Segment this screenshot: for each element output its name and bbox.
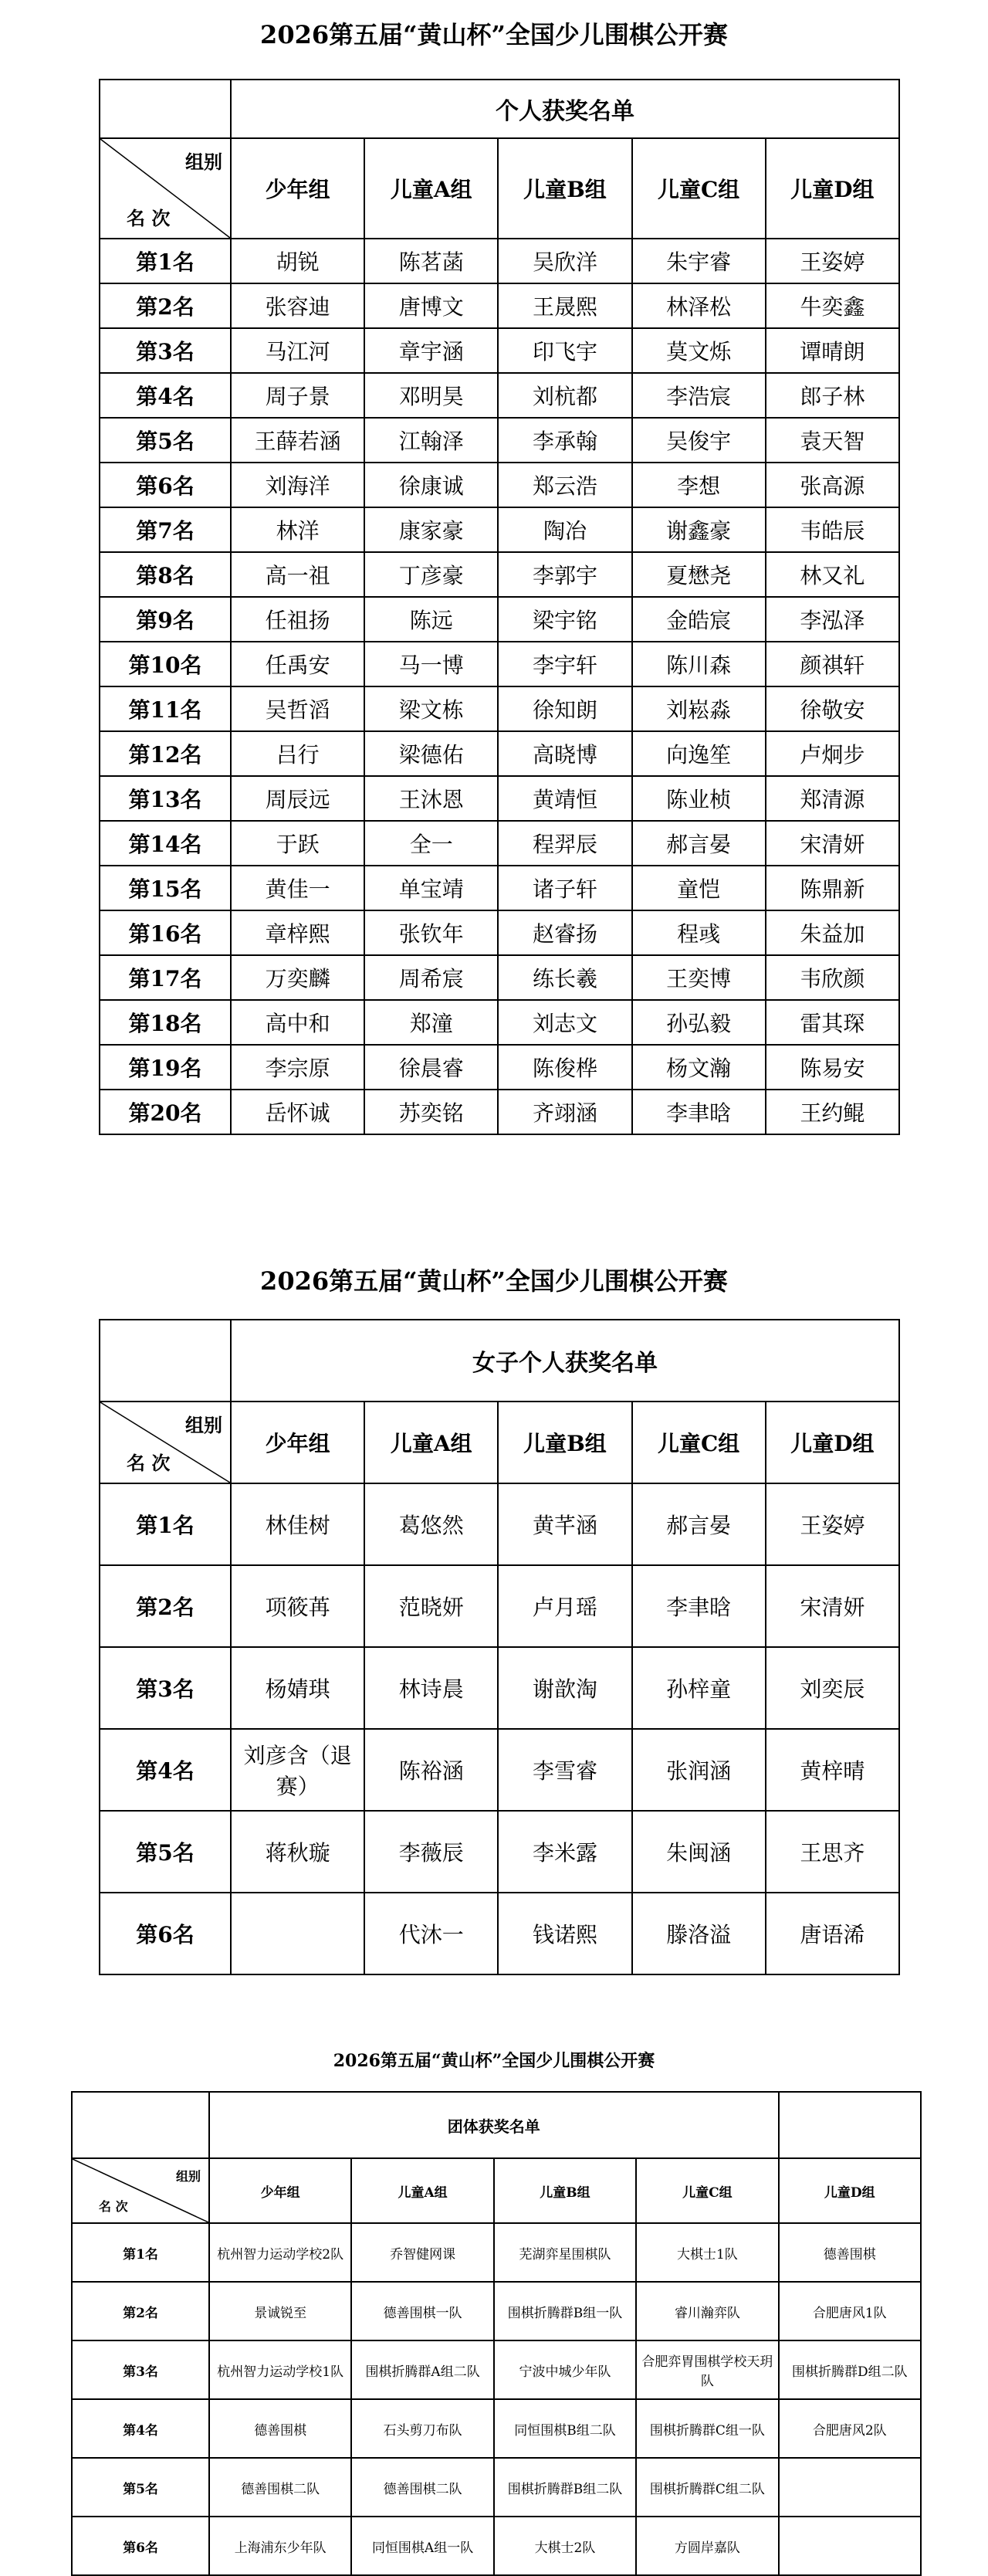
name-cell: 王思齐	[766, 1811, 899, 1893]
table-row	[72, 2282, 921, 2340]
name-cell: 李聿晗	[632, 1565, 766, 1647]
name-cell: 同恒围棋B组二队	[494, 2399, 636, 2458]
diagonal-header-cell	[100, 138, 231, 239]
name-cell: 谢鑫豪	[632, 507, 766, 552]
name-cell: 陈俊桦	[498, 1045, 631, 1090]
section1-title: 2026第五届“黄山杯”全国少儿围棋公开赛	[260, 20, 728, 49]
corner-rank-label: 名 次	[99, 2199, 128, 2214]
name-cell: 芜湖弈星围棋队	[494, 2223, 636, 2282]
rank-cell: 第6名	[100, 1893, 231, 1974]
name-cell: 大棋士2队	[494, 2517, 636, 2575]
female-awards-table	[99, 1319, 900, 1975]
group-header: 儿童B组	[498, 1402, 631, 1483]
name-cell: 黄芊涵	[498, 1483, 631, 1565]
table-row	[100, 597, 899, 642]
name-cell: 王约鲲	[766, 1090, 899, 1134]
name-cell: 江翰泽	[364, 418, 498, 463]
name-cell: 章宇涵	[364, 328, 498, 373]
name-cell: 围棋折腾群B组一队	[494, 2282, 636, 2340]
name-cell: 颜祺轩	[766, 642, 899, 686]
name-cell: 围棋折腾群C组二队	[636, 2458, 778, 2517]
name-cell: 刘奕辰	[766, 1647, 899, 1729]
name-cell: 齐翊涵	[498, 1090, 631, 1134]
name-cell: 徐敬安	[766, 686, 899, 731]
corner-group-label: 组别	[185, 1414, 222, 1436]
table-row	[72, 2458, 921, 2517]
name-cell: 吴哲滔	[231, 686, 364, 731]
name-cell: 岳怀诚	[231, 1090, 364, 1134]
rank-cell: 第2名	[100, 283, 231, 328]
rank-cell: 第10名	[100, 642, 231, 686]
name-cell: 韦皓辰	[766, 507, 899, 552]
name-cell: 德善围棋	[779, 2223, 921, 2282]
group-header: 儿童D组	[766, 1402, 899, 1483]
diagonal-header-cell	[72, 2158, 209, 2223]
table-row	[72, 2340, 921, 2399]
rank-cell: 第18名	[100, 1000, 231, 1045]
name-cell: 吴俊宇	[632, 418, 766, 463]
name-cell: 诸子轩	[498, 866, 631, 910]
group-header: 少年组	[209, 2158, 351, 2223]
name-cell	[779, 2517, 921, 2575]
name-cell: 李浩宸	[632, 373, 766, 418]
name-cell: 蒋秋璇	[231, 1811, 364, 1893]
table-row	[100, 283, 899, 328]
rank-cell: 第6名	[72, 2517, 209, 2575]
name-cell: 丁彦豪	[364, 552, 498, 597]
table-row	[100, 328, 899, 373]
group-header: 儿童A组	[351, 2158, 493, 2223]
table-title: 个人获奖名单	[231, 80, 899, 138]
name-cell: 张容迪	[231, 283, 364, 328]
name-cell: 杨文瀚	[632, 1045, 766, 1090]
name-cell: 朱宇睿	[632, 239, 766, 283]
name-cell: 王奕博	[632, 955, 766, 1000]
name-cell: 钱诺熙	[498, 1893, 631, 1974]
name-cell: 德善围棋	[209, 2399, 351, 2458]
name-cell	[779, 2458, 921, 2517]
name-cell: 唐博文	[364, 283, 498, 328]
name-cell: 上海浦东少年队	[209, 2517, 351, 2575]
name-cell: 郑潼	[364, 1000, 498, 1045]
name-cell: 刘海洋	[231, 463, 364, 507]
group-header: 儿童C组	[632, 138, 766, 239]
name-cell: 韦欣颜	[766, 955, 899, 1000]
table-row	[100, 866, 899, 910]
name-cell: 陈川森	[632, 642, 766, 686]
name-cell: 周希宸	[364, 955, 498, 1000]
name-cell: 陈易安	[766, 1045, 899, 1090]
table-row	[100, 1729, 899, 1811]
name-cell: 陈裕涵	[364, 1729, 498, 1811]
rank-cell: 第2名	[72, 2282, 209, 2340]
name-cell: 宋清妍	[766, 1565, 899, 1647]
name-cell: 杭州智力运动学校1队	[209, 2340, 351, 2399]
name-cell: 景诚锐至	[209, 2282, 351, 2340]
name-cell: 夏懋尧	[632, 552, 766, 597]
name-cell: 金皓宸	[632, 597, 766, 642]
name-cell: 孙梓童	[632, 1647, 766, 1729]
name-cell: 同恒围棋A组一队	[351, 2517, 493, 2575]
name-cell: 代沐一	[364, 1893, 498, 1974]
corner-group-label: 组别	[175, 2169, 201, 2184]
table-row	[100, 686, 899, 731]
name-cell: 郝言晏	[632, 1483, 766, 1565]
table-row	[100, 1000, 899, 1045]
name-cell: 陶冶	[498, 507, 631, 552]
name-cell: 章梓熙	[231, 910, 364, 955]
table-row	[100, 1045, 899, 1090]
section3-title: 2026第五届“黄山杯”全国少儿围棋公开赛	[333, 2051, 655, 2071]
name-cell: 德善围棋二队	[351, 2458, 493, 2517]
name-cell: 德善围棋二队	[209, 2458, 351, 2517]
name-cell: 孙弘毅	[632, 1000, 766, 1045]
name-cell: 杨婧琪	[231, 1647, 364, 1729]
table-row	[100, 463, 899, 507]
name-cell: 童恺	[632, 866, 766, 910]
rank-cell: 第3名	[72, 2340, 209, 2399]
name-cell: 邓明昊	[364, 373, 498, 418]
name-cell: 大棋士1队	[636, 2223, 778, 2282]
name-cell: 郑清源	[766, 776, 899, 821]
name-cell: 王晟熙	[498, 283, 631, 328]
name-cell: 袁天智	[766, 418, 899, 463]
name-cell: 李郭宇	[498, 552, 631, 597]
name-cell: 卢炯步	[766, 731, 899, 776]
corner-rank-label: 名 次	[127, 1452, 171, 1474]
name-cell: 张钦年	[364, 910, 498, 955]
name-cell: 周子景	[231, 373, 364, 418]
name-cell: 李聿晗	[632, 1090, 766, 1134]
table-title-blank	[779, 2092, 921, 2158]
name-cell: 梁德佑	[364, 731, 498, 776]
name-cell: 谭晴朗	[766, 328, 899, 373]
name-cell: 围棋折腾群A组二队	[351, 2340, 493, 2399]
name-cell: 黄靖恒	[498, 776, 631, 821]
rank-cell: 第13名	[100, 776, 231, 821]
table-row	[100, 1483, 899, 1565]
group-header: 儿童B组	[498, 138, 631, 239]
name-cell: 李薇辰	[364, 1811, 498, 1893]
rank-cell: 第15名	[100, 866, 231, 910]
rank-cell: 第7名	[100, 507, 231, 552]
name-cell: 李雪睿	[498, 1729, 631, 1811]
rank-cell: 第16名	[100, 910, 231, 955]
name-cell	[231, 1893, 364, 1974]
name-cell: 陈鼎新	[766, 866, 899, 910]
name-cell: 陈业桢	[632, 776, 766, 821]
name-cell: 石头剪刀布队	[351, 2399, 493, 2458]
name-cell: 合肥唐风2队	[779, 2399, 921, 2458]
name-cell: 刘彦含（退赛）	[231, 1729, 364, 1811]
rank-cell: 第12名	[100, 731, 231, 776]
name-cell: 围棋折腾群C组一队	[636, 2399, 778, 2458]
name-cell: 刘志文	[498, 1000, 631, 1045]
rank-cell: 第1名	[100, 1483, 231, 1565]
name-cell: 王姿婷	[766, 1483, 899, 1565]
name-cell: 高一祖	[231, 552, 364, 597]
name-cell: 徐晨睿	[364, 1045, 498, 1090]
team-awards-table	[71, 2091, 922, 2576]
name-cell: 赵睿扬	[498, 910, 631, 955]
individual-awards-table	[99, 79, 900, 1135]
name-cell: 黄梓晴	[766, 1729, 899, 1811]
name-cell: 向逸笙	[632, 731, 766, 776]
name-cell: 林诗晨	[364, 1647, 498, 1729]
name-cell: 张高源	[766, 463, 899, 507]
name-cell: 滕洛溢	[632, 1893, 766, 1974]
table-row	[100, 1090, 899, 1134]
name-cell: 宁波中城少年队	[494, 2340, 636, 2399]
table-row	[100, 418, 899, 463]
name-cell: 于跃	[231, 821, 364, 866]
name-cell: 刘崧淼	[632, 686, 766, 731]
name-cell: 周辰远	[231, 776, 364, 821]
group-header: 儿童D组	[766, 138, 899, 239]
name-cell: 林泽松	[632, 283, 766, 328]
name-cell: 高中和	[231, 1000, 364, 1045]
rank-cell: 第5名	[100, 418, 231, 463]
name-cell: 黄佳一	[231, 866, 364, 910]
name-cell: 郎子林	[766, 373, 899, 418]
name-cell: 林洋	[231, 507, 364, 552]
table-row	[100, 955, 899, 1000]
corner-rank-label: 名 次	[127, 207, 171, 229]
name-cell: 万奕麟	[231, 955, 364, 1000]
name-cell: 刘杭都	[498, 373, 631, 418]
group-header: 儿童A组	[364, 138, 498, 239]
name-cell: 范晓妍	[364, 1565, 498, 1647]
group-header: 儿童D组	[779, 2158, 921, 2223]
name-cell: 康家豪	[364, 507, 498, 552]
name-cell: 围棋折腾群B组二队	[494, 2458, 636, 2517]
rank-cell: 第1名	[100, 239, 231, 283]
rank-cell: 第17名	[100, 955, 231, 1000]
name-cell: 吴欣洋	[498, 239, 631, 283]
name-cell: 谢歆淘	[498, 1647, 631, 1729]
table-row	[100, 1565, 899, 1647]
name-cell: 李想	[632, 463, 766, 507]
name-cell: 朱益加	[766, 910, 899, 955]
name-cell: 程彧	[632, 910, 766, 955]
rank-cell: 第20名	[100, 1090, 231, 1134]
rank-cell: 第1名	[72, 2223, 209, 2282]
table-corner-blank	[72, 2092, 209, 2158]
rank-cell: 第3名	[100, 328, 231, 373]
name-cell: 梁宇铭	[498, 597, 631, 642]
table-row	[72, 2399, 921, 2458]
name-cell: 合肥弈胃围棋学校天玥队	[636, 2340, 778, 2399]
group-header: 少年组	[231, 138, 364, 239]
name-cell: 陈茗菡	[364, 239, 498, 283]
corner-group-label: 组别	[185, 151, 222, 173]
rank-cell: 第19名	[100, 1045, 231, 1090]
name-cell: 任禹安	[231, 642, 364, 686]
group-header: 儿童A组	[364, 1402, 498, 1483]
table-row	[72, 2223, 921, 2282]
rank-cell: 第8名	[100, 552, 231, 597]
name-cell: 朱闽涵	[632, 1811, 766, 1893]
name-cell: 李承翰	[498, 418, 631, 463]
section2-title: 2026第五届“黄山杯”全国少儿围棋公开赛	[260, 1266, 728, 1296]
name-cell: 杭州智力运动学校2队	[209, 2223, 351, 2282]
name-cell: 郝言晏	[632, 821, 766, 866]
name-cell: 卢月瑶	[498, 1565, 631, 1647]
table-row	[100, 239, 899, 283]
name-cell: 单宝靖	[364, 866, 498, 910]
rank-cell: 第11名	[100, 686, 231, 731]
rank-cell: 第5名	[72, 2458, 209, 2517]
rank-cell: 第3名	[100, 1647, 231, 1729]
name-cell: 项筱苒	[231, 1565, 364, 1647]
name-cell: 王姿婷	[766, 239, 899, 283]
group-header: 儿童C组	[632, 1402, 766, 1483]
name-cell: 胡锐	[231, 239, 364, 283]
name-cell: 德善围棋一队	[351, 2282, 493, 2340]
name-cell: 徐康诚	[364, 463, 498, 507]
rank-cell: 第9名	[100, 597, 231, 642]
name-cell: 宋清妍	[766, 821, 899, 866]
name-cell: 葛悠然	[364, 1483, 498, 1565]
table-row	[100, 776, 899, 821]
name-cell: 合肥唐风1队	[779, 2282, 921, 2340]
name-cell: 林佳树	[231, 1483, 364, 1565]
name-cell: 马一博	[364, 642, 498, 686]
table-corner-blank	[100, 1320, 231, 1402]
rank-cell: 第14名	[100, 821, 231, 866]
table-row	[100, 731, 899, 776]
table-title: 团体获奖名单	[209, 2092, 779, 2158]
rank-cell: 第2名	[100, 1565, 231, 1647]
rank-cell: 第6名	[100, 463, 231, 507]
name-cell: 郑云浩	[498, 463, 631, 507]
name-cell: 牛奕鑫	[766, 283, 899, 328]
name-cell: 高晓博	[498, 731, 631, 776]
name-cell: 苏奕铭	[364, 1090, 498, 1134]
name-cell: 李宇轩	[498, 642, 631, 686]
name-cell: 雷其琛	[766, 1000, 899, 1045]
name-cell: 王沐恩	[364, 776, 498, 821]
rank-cell: 第4名	[72, 2399, 209, 2458]
name-cell: 李宗原	[231, 1045, 364, 1090]
table-row	[100, 507, 899, 552]
table-corner-blank	[100, 80, 231, 138]
name-cell: 马江河	[231, 328, 364, 373]
name-cell: 方圆岸嘉队	[636, 2517, 778, 2575]
name-cell: 程羿辰	[498, 821, 631, 866]
name-cell: 任祖扬	[231, 597, 364, 642]
rank-cell: 第4名	[100, 1729, 231, 1811]
table-row	[100, 821, 899, 866]
name-cell: 陈远	[364, 597, 498, 642]
table-title: 女子个人获奖名单	[231, 1320, 899, 1402]
group-header: 儿童B组	[494, 2158, 636, 2223]
table-row	[72, 2517, 921, 2575]
name-cell: 梁文栋	[364, 686, 498, 731]
name-cell: 全一	[364, 821, 498, 866]
name-cell: 王薛若涵	[231, 418, 364, 463]
table-row	[100, 552, 899, 597]
name-cell: 乔智健网课	[351, 2223, 493, 2282]
table-row	[100, 1811, 899, 1893]
name-cell: 围棋折腾群D组二队	[779, 2340, 921, 2399]
table-row	[100, 642, 899, 686]
table-row	[100, 1647, 899, 1729]
rank-cell: 第5名	[100, 1811, 231, 1893]
name-cell: 睿川瀚弈队	[636, 2282, 778, 2340]
name-cell: 吕行	[231, 731, 364, 776]
table-row	[100, 373, 899, 418]
name-cell: 张润涵	[632, 1729, 766, 1811]
table-row	[100, 1893, 899, 1974]
name-cell: 莫文烁	[632, 328, 766, 373]
name-cell: 林又礼	[766, 552, 899, 597]
name-cell: 练长羲	[498, 955, 631, 1000]
table-row	[100, 910, 899, 955]
group-header: 少年组	[231, 1402, 364, 1483]
name-cell: 李泓泽	[766, 597, 899, 642]
diagonal-header-cell	[100, 1402, 231, 1483]
rank-cell: 第4名	[100, 373, 231, 418]
name-cell: 徐知朗	[498, 686, 631, 731]
name-cell: 唐语浠	[766, 1893, 899, 1974]
group-header: 儿童C组	[636, 2158, 778, 2223]
name-cell: 李米露	[498, 1811, 631, 1893]
name-cell: 印飞宇	[498, 328, 631, 373]
